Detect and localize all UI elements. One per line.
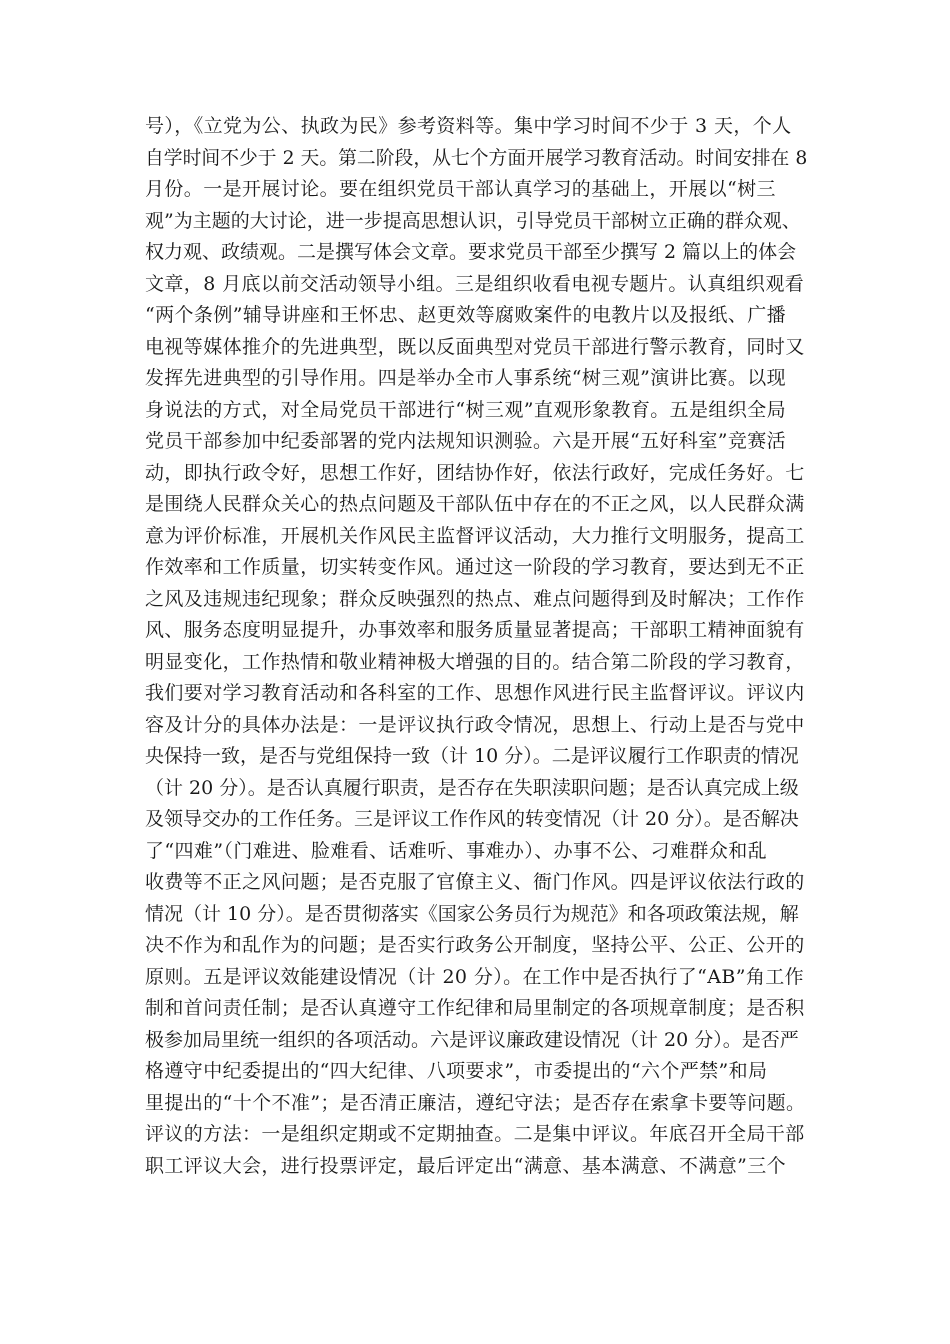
- text-line: 容及计分的具体办法是：一是评议执行政令情况，思想上、行动上是否与党中: [145, 713, 805, 736]
- text-line: 格遵守中纪委提出的“四大纪律、八项要求”，市委提出的“六个严禁”和局: [145, 1060, 768, 1082]
- text-line: 里提出的“十个不准”；是否清正廉洁，遵纪守法；是否存在索拿卡要等问题。: [145, 1091, 806, 1114]
- text-line: 观”为主题的大讨论，进一步提高思想认识，引导党员干部树立正确的群众观、: [145, 209, 801, 232]
- text-line: 意为评价标准，开展机关作风民主监督评议活动，大力推行文明服务，提高工: [145, 524, 805, 547]
- text-line: 电视等媒体推介的先进典型，既以反面典型对党员干部进行警示教育，同时又: [145, 335, 805, 358]
- text-line: “两个条例”辅导讲座和王怀忠、赵更效等腐败案件的电教片以及报纸、广播: [145, 304, 787, 326]
- text-line: 作效率和工作质量，切实转变作风。通过这一阶段的学习教育，要达到无不正: [145, 556, 805, 578]
- text-line: 评议的方法：一是组织定期或不定期抽查。二是集中评议。年底召开全局干部: [145, 1123, 805, 1145]
- text-line: 制和首问责任制；是否认真遵守工作纪律和局里制定的各项规章制度；是否积: [145, 997, 805, 1019]
- body-text: [145, 111, 808, 1182]
- text-line: 我们要对学习教育活动和各科室的工作、思想作风进行民主监督评议。评议内: [145, 682, 805, 704]
- text-line: 身说法的方式，对全局党员干部进行“树三观”直观形象教育。五是组织全局: [145, 398, 787, 421]
- text-line: 情况（计 10 分）。是否贯彻落实《国家公务员行为规范》和各项政策法规，解: [145, 902, 799, 925]
- text-line: 风、服务态度明显提升，办事效率和服务质量显著提高；干部职工精神面貌有: [145, 619, 805, 641]
- text-line: 原则。五是评议效能建设情况（计 20 分）。在工作中是否执行了“AB”角工作: [145, 965, 805, 988]
- text-line: 央保持一致，是否与党组保持一致（计 10 分）。二是评议履行工作职责的情况: [145, 745, 799, 767]
- text-line: 之风及违规违纪现象；群众反映强烈的热点、难点问题得到及时解决；工作作: [145, 587, 805, 610]
- text-line: 收费等不正之风问题；是否克服了官僚主义、衙门作风。四是评议依法行政的: [145, 871, 805, 893]
- text-line: 月份。一是开展讨论。要在组织党员干部认真学习的基础上，开展以“树三: [145, 178, 776, 200]
- text-line: 自学时间不少于 2 天。第二阶段，从七个方面开展学习教育活动。时间安排在 8: [145, 146, 808, 169]
- text-line: 及领导交办的工作任务。三是评议工作作风的转变情况（计 20 分）。是否解决: [145, 808, 799, 830]
- text-line: 了“四难”（门难进、脸难看、话难听、事难办）、办事不公、刁难群众和乱: [145, 839, 768, 862]
- text-line: 动，即执行政令好，思想工作好，团结协作好，依法行政好，完成任务好。七: [145, 461, 805, 484]
- text-line: 文章，8 月底以前交活动领导小组。三是组织收看电视专题片。认真组织观看: [145, 272, 805, 295]
- text-line: 明显变化，工作热情和敬业精神极大增强的目的。结合第二阶段的学习教育，: [145, 650, 805, 673]
- text-line: 是围绕人民群众关心的热点问题及干部队伍中存在的不正之风，以人民群众满: [145, 493, 805, 515]
- text-line: 号），《立党为公、执政为民》参考资料等。集中学习时间不少于 3 天，个人: [145, 115, 792, 137]
- text-line: 职工评议大会，进行投票评定，最后评定出“满意、基本满意、不满意”三个: [145, 1154, 787, 1177]
- text-line: 党员干部参加中纪委部署的党内法规知识测验。六是开展“五好科室”竞赛活: [145, 430, 787, 452]
- text-line: 发挥先进典型的引导作用。四是举办全市人事系统“树三观”演讲比赛。以现: [145, 367, 787, 389]
- text-line: 决不作为和乱作为的问题；是否实行政务公开制度，坚持公平、公正、公开的: [145, 934, 805, 956]
- text-line: 权力观、政绩观。二是撰写体会文章。要求党员干部至少撰写 2 篇以上的体会: [145, 241, 797, 263]
- text-line: （计 20 分）。是否认真履行职责，是否存在失职渎职问题；是否认真完成上级: [145, 776, 799, 799]
- text-line: 极参加局里统一组织的各项活动。六是评议廉政建设情况（计 20 分）。是否严: [145, 1028, 799, 1051]
